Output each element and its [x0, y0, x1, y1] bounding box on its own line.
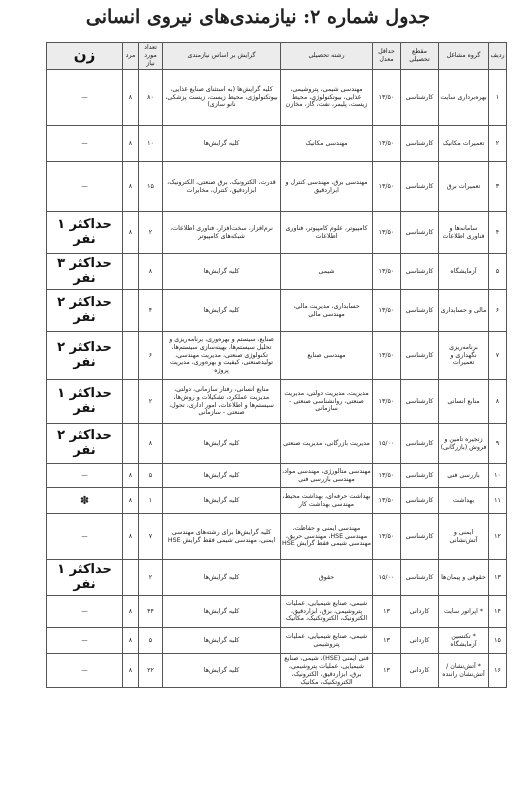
orientation: کلیه گرایش‌ها: [163, 290, 281, 332]
row-number: ۱: [489, 70, 507, 126]
men-count: ۸: [123, 212, 139, 254]
required-count: ۱: [139, 488, 163, 514]
field-of-study: مهندسی مکانیک: [281, 126, 373, 162]
min-gpa: ۱۳/۵۰: [373, 290, 401, 332]
education-level: کارشناسی: [401, 126, 439, 162]
men-count: ۸: [123, 654, 139, 688]
women-cell: —: [47, 162, 123, 212]
header-gpa: حداقل معدل: [373, 43, 401, 70]
women-cell: حداکثر ۲ نفر: [47, 424, 123, 464]
field-of-study: مهندسی ایمنی و حفاظت، مهندسی HSE، مهندسی حریق، مهندسی شیمی فقط گرایش HSE: [281, 514, 373, 560]
education-level: کارشناسی: [401, 380, 439, 424]
header-row-number: ردیف: [489, 43, 507, 70]
min-gpa: ۱۵/۰۰: [373, 560, 401, 596]
header-required: تعداد مورد نیاز: [139, 43, 163, 70]
required-count: ۴۴: [139, 596, 163, 628]
women-cell: —: [47, 126, 123, 162]
row-number: ۴: [489, 212, 507, 254]
table-body: [47, 70, 507, 688]
table-row: [47, 628, 507, 654]
education-level: کارشناسی: [401, 514, 439, 560]
field-of-study: مهندسی صنایع: [281, 332, 373, 380]
table-row: [47, 290, 507, 332]
women-cell: حداکثر ۱ نفر: [47, 560, 123, 596]
men-count: [123, 332, 139, 380]
row-number: ۱۶: [489, 654, 507, 688]
orientation: نرم‌افزار، سخت‌افزار، فناوری اطلاعات، شبکه‌های کامپیوتر: [163, 212, 281, 254]
field-of-study: شیمی، صنایع شیمیایی، عملیات پتروشیمی، برق، ابزاردقیق، الکترونیک، الکتروتکنیک، مکانیک: [281, 596, 373, 628]
job-group: * آتش‌نشان / آتش‌نشان راننده: [439, 654, 489, 688]
field-of-study: کامپیوتر، علوم کامپیوتر، فناوری اطلاعات: [281, 212, 373, 254]
job-group: بهداشت: [439, 488, 489, 514]
men-count: ۸: [123, 514, 139, 560]
men-count: ۸: [123, 628, 139, 654]
women-cell: —: [47, 70, 123, 126]
row-number: ۱۳: [489, 560, 507, 596]
row-number: ۸: [489, 380, 507, 424]
min-gpa: ۱۳/۵۰: [373, 162, 401, 212]
men-count: ۸: [123, 162, 139, 212]
table-row: [47, 654, 507, 688]
men-count: ۸: [123, 126, 139, 162]
job-group: بازرسی فنی: [439, 464, 489, 488]
women-cell: حداکثر ۳ نفر: [47, 254, 123, 290]
job-group: تعمیرات برق: [439, 162, 489, 212]
women-cell: ✽: [47, 488, 123, 514]
education-level: کارشناسی: [401, 488, 439, 514]
orientation: قدرت، الکترونیک، برق صنعتی، الکترونیک، ابزاردقیق، کنترل، مخابرات: [163, 162, 281, 212]
orientation: کلیه گرایش‌ها: [163, 596, 281, 628]
education-level: کارشناسی: [401, 162, 439, 212]
table-row: [47, 488, 507, 514]
document-title: جدول شماره ۲: نیازمندی‌های نیروی انسانی: [85, 6, 431, 28]
women-cell: حداکثر ۱ نفر: [47, 380, 123, 424]
header-level: مقطع تحصیلی: [401, 43, 439, 70]
orientation: کلیه گرایش‌ها: [163, 654, 281, 688]
row-number: ۱۲: [489, 514, 507, 560]
orientation: کلیه گرایش‌ها: [163, 560, 281, 596]
men-count: ۸: [123, 464, 139, 488]
header-orientation: گرایش بر اساس نیازمندی: [163, 43, 281, 70]
min-gpa: ۱۳/۵۰: [373, 332, 401, 380]
education-level: کارشناسی: [401, 464, 439, 488]
job-group: منابع انسانی: [439, 380, 489, 424]
field-of-study: حقوق: [281, 560, 373, 596]
field-of-study: فنی ایمنی (HSE)، شیمی، صنایع شیمیایی، عملیات پتروشیمی، برق، ابزاردقیق، الکترونیک، الکتروتکنیک، مکانیک: [281, 654, 373, 688]
education-level: کارشناسی: [401, 424, 439, 464]
min-gpa: ۱۳/۵۰: [373, 212, 401, 254]
education-level: کارشناسی: [401, 254, 439, 290]
men-count: ۸: [123, 488, 139, 514]
orientation: کلیه گرایش‌ها: [163, 628, 281, 654]
education-level: کاردانی: [401, 628, 439, 654]
job-group: بهره‌برداری سایت: [439, 70, 489, 126]
required-count: ۸: [139, 254, 163, 290]
job-group: آزمایشگاه: [439, 254, 489, 290]
men-count: ۸: [123, 70, 139, 126]
min-gpa: ۱۳/۵۰: [373, 254, 401, 290]
requirements-table: [46, 42, 507, 688]
min-gpa: ۱۳: [373, 628, 401, 654]
min-gpa: ۱۵/۰۰: [373, 424, 401, 464]
education-level: کاردانی: [401, 654, 439, 688]
education-level: کارشناسی: [401, 290, 439, 332]
row-number: ۱۰: [489, 464, 507, 488]
min-gpa: ۱۳/۵۰: [373, 514, 401, 560]
table-row: [47, 70, 507, 126]
min-gpa: ۱۳: [373, 654, 401, 688]
education-level: کارشناسی: [401, 212, 439, 254]
row-number: ۱۴: [489, 596, 507, 628]
field-of-study: حسابداری، مدیریت مالی، مهندسی مالی: [281, 290, 373, 332]
job-group: * اپراتور سایت: [439, 596, 489, 628]
field-of-study: بهداشت حرفه‌ای، بهداشت محیط، مهندسی بهداشت کار: [281, 488, 373, 514]
required-count: ۸۰: [139, 70, 163, 126]
job-group: برنامه‌ریزی نگهداری و تعمیرات: [439, 332, 489, 380]
table-row: [47, 332, 507, 380]
table-row: [47, 596, 507, 628]
women-cell: —: [47, 464, 123, 488]
table-row: [47, 126, 507, 162]
education-level: کارشناسی: [401, 332, 439, 380]
field-of-study: مهندسی شیمی، پتروشیمی، غذایی، بیوتکنولوژی، محیط زیست، پلیمر، نفت، گاز، مخازن: [281, 70, 373, 126]
men-count: [123, 560, 139, 596]
orientation: کلیه گرایش‌ها: [163, 126, 281, 162]
job-group: تعمیرات مکانیک: [439, 126, 489, 162]
row-number: ۱۵: [489, 628, 507, 654]
field-of-study: مهندسی متالورژی، مهندسی مواد، مهندسی بازرسی فنی: [281, 464, 373, 488]
field-of-study: شیمی، صنایع شیمیایی، عملیات پتروشیمی: [281, 628, 373, 654]
field-of-study: مدیریت، مدیریت دولتی، مدیریت صنعتی، روانشناسی صنعتی - سازمانی: [281, 380, 373, 424]
table-row: [47, 254, 507, 290]
job-group: ایمنی و آتش‌نشانی: [439, 514, 489, 560]
min-gpa: ۱۳/۵۰: [373, 126, 401, 162]
men-count: [123, 254, 139, 290]
required-count: ۲: [139, 380, 163, 424]
row-number: ۶: [489, 290, 507, 332]
field-of-study: مهندسی برق، مهندسی کنترل و ابزاردقیق: [281, 162, 373, 212]
men-count: [123, 424, 139, 464]
header-women: زن: [47, 43, 123, 70]
required-count: ۱۰: [139, 126, 163, 162]
header-men: مرد: [123, 43, 139, 70]
min-gpa: ۱۳/۵۰: [373, 488, 401, 514]
table-row: [47, 162, 507, 212]
required-count: ۵: [139, 628, 163, 654]
table-row: [47, 464, 507, 488]
table-row: [47, 212, 507, 254]
orientation: کلیه گرایش‌ها: [163, 488, 281, 514]
orientation: کلیه گرایش‌ها: [163, 254, 281, 290]
table-row: [47, 560, 507, 596]
field-of-study: شیمی: [281, 254, 373, 290]
min-gpa: ۱۳/۵۰: [373, 380, 401, 424]
orientation: کلیه گرایش‌ها (به استثنای صنایع غذایی، بیوتکنولوژی، محیط زیست، زیست پزشکی، نانو سازی): [163, 70, 281, 126]
row-number: ۳: [489, 162, 507, 212]
required-count: ۲: [139, 212, 163, 254]
men-count: [123, 290, 139, 332]
men-count: ۸: [123, 596, 139, 628]
job-group: * تکنسین آزمایشگاه: [439, 628, 489, 654]
job-group: مالی و حسابداری: [439, 290, 489, 332]
men-count: [123, 380, 139, 424]
row-number: ۷: [489, 332, 507, 380]
women-cell: حداکثر ۲ نفر: [47, 290, 123, 332]
required-count: ۲: [139, 560, 163, 596]
table-row: [47, 380, 507, 424]
education-level: کارشناسی: [401, 70, 439, 126]
min-gpa: ۱۳/۵۰: [373, 70, 401, 126]
required-count: ۱۵: [139, 162, 163, 212]
orientation: کلیه گرایش‌ها: [163, 424, 281, 464]
header-field: رشته تحصیلی: [281, 43, 373, 70]
orientation: کلیه گرایش‌ها: [163, 464, 281, 488]
women-cell: حداکثر ۱ نفر: [47, 212, 123, 254]
education-level: کارشناسی: [401, 560, 439, 596]
women-cell: —: [47, 654, 123, 688]
header-group: گروه مشاغل: [439, 43, 489, 70]
orientation: منابع انسانی، رفتار سازمانی، دولتی، مدیریت عملکرد، تشکیلات و روش‌ها، سیستم‌ها و اطلاعات، امور اداری، تحول، صنعتی - سازمانی: [163, 380, 281, 424]
women-cell: —: [47, 596, 123, 628]
required-count: ۲۲: [139, 654, 163, 688]
women-cell: —: [47, 514, 123, 560]
required-count: ۷: [139, 514, 163, 560]
required-count: ۸: [139, 424, 163, 464]
orientation: کلیه گرایش‌ها برای رشته‌های مهندسی ایمنی، مهندسی شیمی فقط گرایش HSE: [163, 514, 281, 560]
women-cell: حداکثر ۲ نفر: [47, 332, 123, 380]
row-number: ۵: [489, 254, 507, 290]
education-level: کاردانی: [401, 596, 439, 628]
field-of-study: مدیریت بازرگانی، مدیریت صنعتی: [281, 424, 373, 464]
required-count: ۶: [139, 332, 163, 380]
required-count: ۴: [139, 290, 163, 332]
job-group: سامانه‌ها و فناوری اطلاعات: [439, 212, 489, 254]
row-number: ۹: [489, 424, 507, 464]
row-number: ۲: [489, 126, 507, 162]
job-group: حقوقی و پیمان‌ها: [439, 560, 489, 596]
orientation: صنایع، سیستم و بهره‌وری، برنامه‌ریزی و تحلیل سیستم‌ها، بهینه‌سازی سیستم‌ها، تکنولوژی صنعتی، مدیریت مهندسی، تولیدصنعتی، کیفیت و بهره‌وری، مدیریت پروژه: [163, 332, 281, 380]
min-gpa: ۱۳/۵۰: [373, 464, 401, 488]
min-gpa: ۱۳: [373, 596, 401, 628]
table-header-row: [47, 43, 507, 70]
row-number: ۱۱: [489, 488, 507, 514]
required-count: ۵: [139, 464, 163, 488]
table-row: [47, 514, 507, 560]
job-group: زنجیره تامین و فروش (بازرگانی): [439, 424, 489, 464]
table-row: [47, 424, 507, 464]
women-cell: —: [47, 628, 123, 654]
